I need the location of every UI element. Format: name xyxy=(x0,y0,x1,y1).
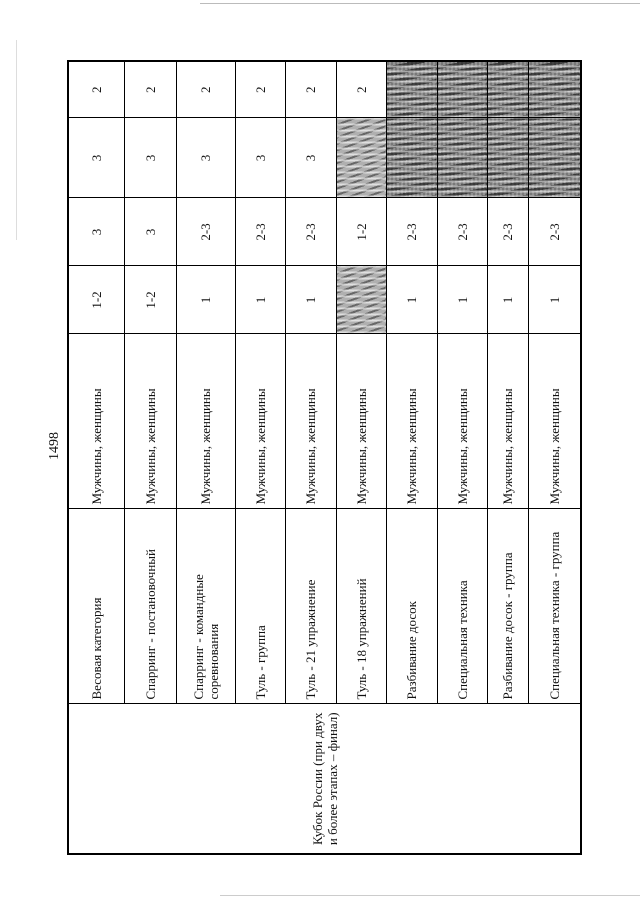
value-cell: 3 xyxy=(124,118,176,198)
discipline-cell: Весовая категория xyxy=(68,509,124,704)
discipline-cell: Туль - 18 упражнений xyxy=(336,509,386,704)
gender-cell: Мужчины, женщины xyxy=(528,334,581,509)
value-cell: 2 xyxy=(124,61,176,118)
value-cell: 1 xyxy=(285,266,336,334)
value-cell: 3 xyxy=(235,118,285,198)
gender-cell: Мужчины, женщины xyxy=(176,334,235,509)
value-cell: 1 xyxy=(176,266,235,334)
shaded-cell xyxy=(386,61,437,118)
scan-edge-top xyxy=(200,3,640,4)
gender-cell: Мужчины, женщины xyxy=(285,334,336,509)
value-cell: 2 xyxy=(336,61,386,118)
rotated-document xyxy=(47,62,580,855)
value-cell: 3 xyxy=(68,118,124,198)
value-cell: 2-3 xyxy=(176,198,235,266)
value-cell: 1 xyxy=(487,266,528,334)
shaded-cell xyxy=(437,118,487,198)
shaded-cell xyxy=(487,118,528,198)
value-cell: 3 xyxy=(68,198,124,266)
page-number: 1498 xyxy=(47,432,62,460)
discipline-cell: Туль - 21 упражнение xyxy=(285,509,336,704)
discipline-cell: Специальная техника - группа xyxy=(528,509,581,704)
value-cell: 2-3 xyxy=(487,198,528,266)
value-cell: 1-2 xyxy=(124,266,176,334)
value-cell: 1 xyxy=(528,266,581,334)
value-cell: 1-2 xyxy=(68,266,124,334)
value-cell: 2 xyxy=(285,61,336,118)
value-cell: 2 xyxy=(235,61,285,118)
ranking-table xyxy=(67,60,582,855)
shaded-cell xyxy=(528,118,581,198)
scan-edge-left xyxy=(16,40,17,240)
value-cell: 1-2 xyxy=(336,198,386,266)
gender-cell: Мужчины, женщины xyxy=(437,334,487,509)
gender-cell: Мужчины, женщины xyxy=(487,334,528,509)
value-cell: 2-3 xyxy=(235,198,285,266)
shaded-cell xyxy=(336,266,386,334)
table-row xyxy=(68,61,124,854)
value-cell: 2 xyxy=(68,61,124,118)
discipline-cell: Туль - группа xyxy=(235,509,285,704)
shaded-cell xyxy=(437,61,487,118)
shaded-cell xyxy=(386,118,437,198)
value-cell: 3 xyxy=(176,118,235,198)
gender-cell: Мужчины, женщины xyxy=(235,334,285,509)
gender-cell: Мужчины, женщины xyxy=(124,334,176,509)
shaded-cell xyxy=(487,61,528,118)
shaded-cell xyxy=(528,61,581,118)
discipline-cell: Спарринг - постановочный xyxy=(124,509,176,704)
value-cell: 2-3 xyxy=(437,198,487,266)
competition-name: Кубок России (при двух и более этапах – финал) xyxy=(68,704,581,854)
gender-cell: Мужчины, женщины xyxy=(336,334,386,509)
value-cell: 2 xyxy=(176,61,235,118)
discipline-cell: Спарринг - командные соревнования xyxy=(176,509,235,704)
gender-cell: Мужчины, женщины xyxy=(68,334,124,509)
value-cell: 2-3 xyxy=(528,198,581,266)
value-cell: 3 xyxy=(285,118,336,198)
value-cell: 2-3 xyxy=(285,198,336,266)
shaded-cell xyxy=(336,118,386,198)
gender-cell: Мужчины, женщины xyxy=(386,334,437,509)
value-cell: 1 xyxy=(386,266,437,334)
discipline-cell: Специальная техника xyxy=(437,509,487,704)
scan-edge-bottom xyxy=(220,895,640,896)
value-cell: 1 xyxy=(437,266,487,334)
value-cell: 2-3 xyxy=(386,198,437,266)
discipline-cell: Разбивание досок xyxy=(386,509,437,704)
value-cell: 1 xyxy=(235,266,285,334)
discipline-cell: Разбивание досок - группа xyxy=(487,509,528,704)
value-cell: 3 xyxy=(124,198,176,266)
